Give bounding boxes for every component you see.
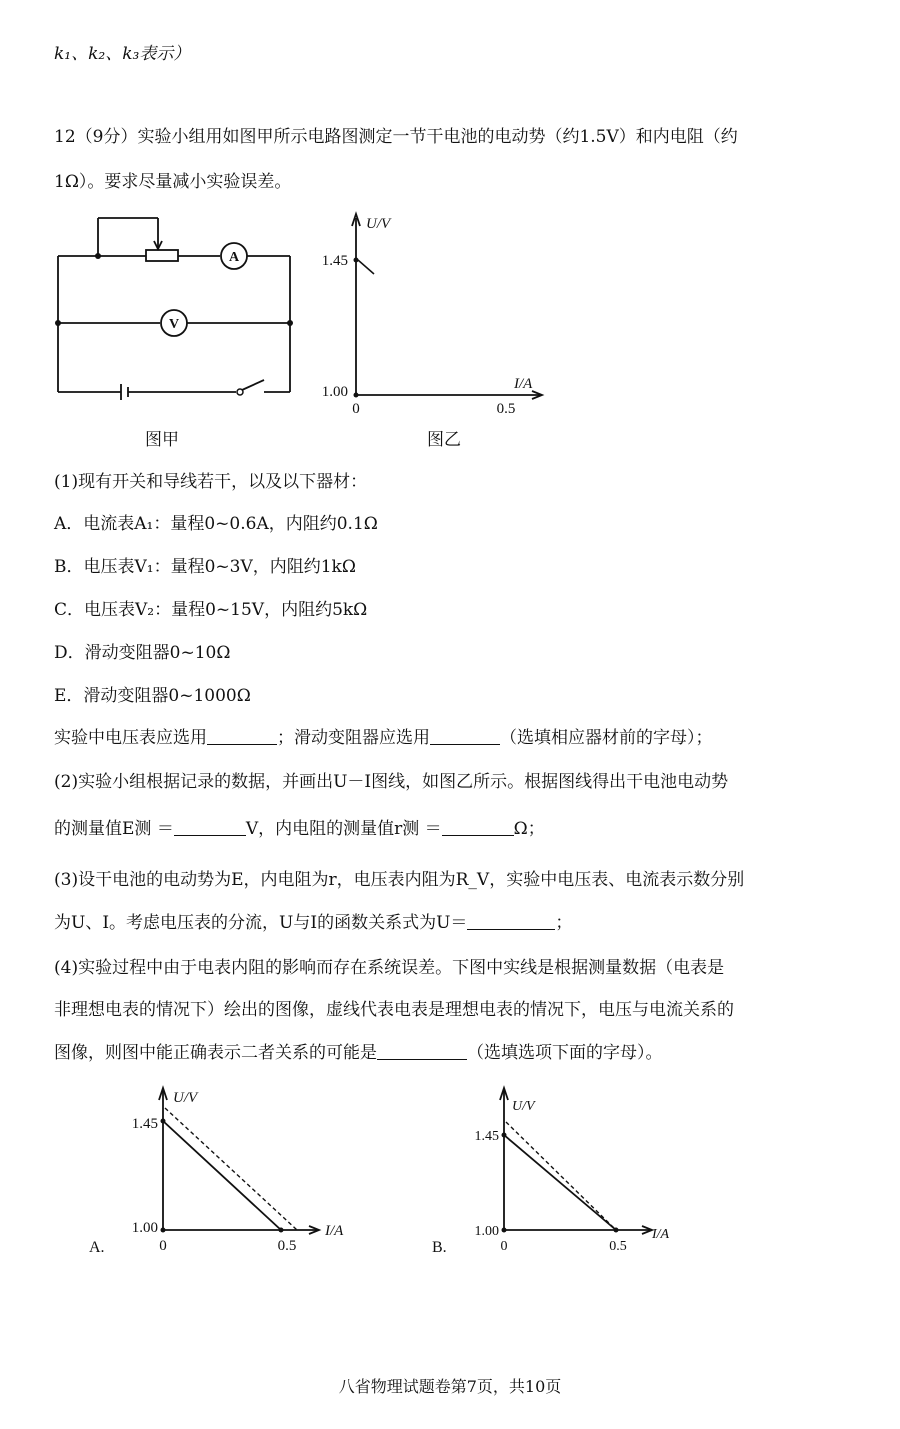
x-origin-tick: 0 xyxy=(352,401,360,417)
part1-question-c: （选填相应器材前的字母）； xyxy=(500,728,713,748)
y-axis-label: U/V xyxy=(366,216,391,232)
y-origin-tick: 1.00 xyxy=(474,1224,499,1239)
option-graph-b xyxy=(430,1080,690,1260)
part3-line1: (3)设干电池的电动势为E，内电阻为r，电压表内阻为R_V，实验中电压表、电流表示数分别 xyxy=(54,870,745,890)
x-tick: 0.5 xyxy=(277,1238,297,1254)
option-c: C．电压表V₂：量程0~15V，内阻约5kΩ xyxy=(54,600,368,620)
answer-blank-rheostat[interactable] xyxy=(430,726,500,745)
part1-intro: (1)现有开关和导线若干，以及以下器材： xyxy=(54,472,368,492)
part2-line2-a: 的测量值E测 ＝ xyxy=(54,819,174,839)
part3-line2-a: 为U、I。考虑电压表的分流，U与I的函数关系式为U＝ xyxy=(54,913,468,933)
part2-line2-c: Ω； xyxy=(513,819,545,839)
answer-blank-emf[interactable] xyxy=(174,817,246,836)
option-b: B．电压表V₁：量程0~3V，内阻约1kΩ xyxy=(54,557,356,577)
option-graph-a xyxy=(85,1080,365,1260)
figure-yi-graph xyxy=(310,208,550,418)
part4-line3-a: 图像，则图中能正确表示二者关系的可能是 xyxy=(54,1043,377,1063)
circuit-diagram xyxy=(50,210,310,410)
x-axis-label: I/A xyxy=(514,376,533,392)
x-origin-tick: 0 xyxy=(159,1238,167,1254)
y-origin-tick: 1.00 xyxy=(131,1220,158,1236)
part4-line2: 非理想电表的情况下）绘出的图像，虚线代表电表是理想电表的情况下，电压与电流关系的 xyxy=(54,1000,734,1020)
x-axis-label: I/A xyxy=(325,1223,344,1239)
ammeter-symbol: A xyxy=(228,250,240,265)
figure-yi-caption: 图乙 xyxy=(427,430,461,450)
part4-line1: (4)实验过程中由于电表内阻的影响而存在系统误差。下图中实线是根据测量数据（电表是 xyxy=(54,958,725,978)
part3-line2 xyxy=(54,911,572,935)
y-origin-tick: 1.00 xyxy=(321,384,348,400)
part4-line3-b: （选填选项下面的字母）。 xyxy=(467,1043,663,1063)
part1-question-b: ；滑动变阻器应选用 xyxy=(277,728,430,748)
answer-blank-voltmeter[interactable] xyxy=(207,726,277,745)
top-fragment: k₁、k₂、k₃表示） xyxy=(54,44,191,64)
measured-line-b xyxy=(504,1135,616,1230)
page-footer: 八省物理试题卷第7页，共10页 xyxy=(338,1377,562,1396)
option-letter-a: A. xyxy=(89,1239,105,1256)
option-d: D．滑动变阻器0~10Ω xyxy=(54,643,231,663)
part2-line1: (2)实验小组根据记录的数据，并画出U－I图线，如图乙所示。根据图线得出干电池电动势 xyxy=(54,772,729,792)
y-axis-label: U/V xyxy=(173,1090,198,1106)
part4-line3 xyxy=(54,1041,663,1065)
part3-line2-b: ； xyxy=(555,913,573,933)
part1-question xyxy=(54,726,713,750)
option-e: E．滑动变阻器0~1000Ω xyxy=(54,686,251,706)
y-top-tick: 1.45 xyxy=(131,1116,158,1132)
y-top-tick: 1.45 xyxy=(474,1129,499,1144)
part2-line2-b: V，内电阻的测量值r测 ＝ xyxy=(245,819,442,839)
answer-blank-graph-choice[interactable] xyxy=(377,1041,467,1060)
part1-question-a: 实验中电压表应选用 xyxy=(54,728,207,748)
option-a: A．电流表A₁：量程0~0.6A，内阻约0.1Ω xyxy=(54,514,378,534)
y-top-tick: 1.45 xyxy=(321,253,348,269)
x-tick: 0.5 xyxy=(609,1239,627,1254)
x-tick: 0.5 xyxy=(496,401,516,417)
voltmeter-symbol: V xyxy=(168,317,180,332)
figure-jia-caption: 图甲 xyxy=(145,430,179,450)
measured-line-segment xyxy=(358,260,374,274)
ideal-line-a xyxy=(165,1108,297,1230)
question-stem-line1: 12（9分）实验小组用如图甲所示电路图测定一节干电池的电动势（约1.5V）和内电阻（约 xyxy=(54,127,738,147)
measured-line-a xyxy=(163,1121,281,1230)
question-stem-line2: 1Ω）。要求尽量减小实验误差。 xyxy=(54,172,292,192)
answer-blank-function[interactable] xyxy=(467,911,555,930)
ideal-line-b xyxy=(506,1122,616,1230)
answer-blank-internal-resistance[interactable] xyxy=(442,817,514,836)
option-letter-b: B. xyxy=(432,1239,447,1256)
x-origin-tick: 0 xyxy=(500,1239,508,1254)
part2-line2 xyxy=(54,817,545,841)
x-axis-label: I/A xyxy=(652,1227,670,1242)
y-axis-label: U/V xyxy=(512,1099,535,1114)
